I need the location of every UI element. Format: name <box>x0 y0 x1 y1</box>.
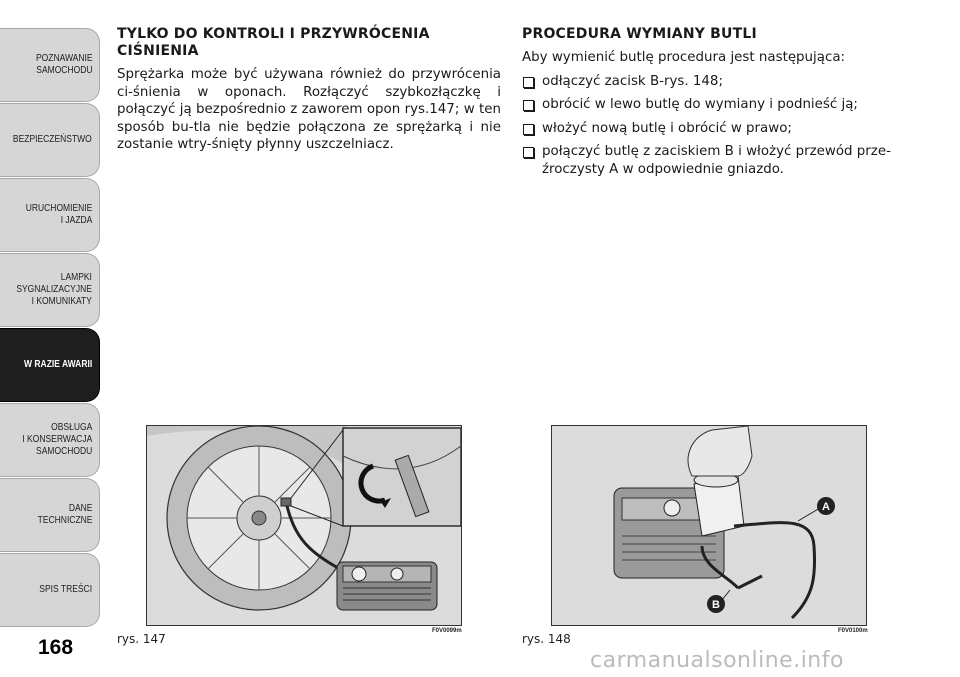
section-heading: TYLKO DO KONTROLI I PRZYWRÓCENIA CIŚNIENIA <box>117 26 430 59</box>
figure-caption: rys. 147 <box>117 632 166 646</box>
tab-w-razie-awarii[interactable] <box>0 328 100 402</box>
tab-label: DANE TECHNICZNE <box>37 503 92 526</box>
tab-label: URUCHOMIENIE I JAZDA <box>25 203 92 226</box>
tab-label: BEZPIECZEŃSTWO <box>13 134 92 145</box>
tab-lampki-sygnalizacyjne[interactable] <box>0 253 100 327</box>
intro-paragraph: Aby wymienić butlę procedura jest następująca: <box>522 50 846 65</box>
tab-label: W RAZIE AWARII <box>23 359 92 370</box>
steps-list <box>522 73 910 179</box>
tab-spis-tresci[interactable] <box>0 553 100 627</box>
tab-label: LAMPKI SYGNALIZACYJNE I KOMUNIKATY <box>16 272 92 307</box>
right-column <box>522 26 910 184</box>
section-tabs <box>0 0 104 640</box>
list-item: obrócić w lewo butlę do wymiany i podnieść ją; <box>522 96 910 114</box>
figure-code: F0V0099m <box>432 628 462 634</box>
page-number: 168 <box>38 636 74 659</box>
list-item: połączyć butlę z zaciskiem B i włożyć przewód prze-źroczysty A w odpowiednie gniazdo. <box>522 143 910 178</box>
compressor-tyre-illustration <box>147 426 462 626</box>
list-item: włożyć nową butlę i obrócić w prawo; <box>522 120 910 138</box>
tab-label: SPIS TREŚCI <box>39 584 92 595</box>
callout-label-a: A <box>822 501 830 513</box>
list-item: odłączyć zacisk B-rys. 148; <box>522 73 910 91</box>
left-column <box>117 26 501 154</box>
figure-caption: rys. 148 <box>522 632 571 646</box>
bottle-replacement-illustration <box>552 426 867 626</box>
body-paragraph: Sprężarka może być używana również do przywrócenia ci-śnienia w oponach. Rozłączyć szybkozłączkę i połączyć ją bezpośrednio z zaworem opon rys.147; w ten sposób bu-tla nie będzie połączona ze sprężarką i nie zostanie wtry-śnięty płynny uszczelniacz. <box>117 67 501 152</box>
figure-148-illustration <box>551 425 867 626</box>
watermark: carmanualsonline.info <box>590 648 844 673</box>
tab-label: OBSŁUGA I KONSERWACJA SAMOCHODU <box>22 422 92 457</box>
tab-obsluga-i-konserwacja[interactable] <box>0 403 100 477</box>
tab-uruchomienie-i-jazda[interactable] <box>0 178 100 252</box>
section-heading: PROCEDURA WYMIANY BUTLI <box>522 26 757 42</box>
figure-code: F0V0100m <box>838 628 868 634</box>
callout-label-b: B <box>712 599 720 611</box>
tab-dane-techniczne[interactable] <box>0 478 100 552</box>
tab-bezpieczenstwo[interactable] <box>0 103 100 177</box>
tab-label: POZNAWANIE SAMOCHODU <box>35 53 92 76</box>
tab-poznawanie-samochodu[interactable] <box>0 28 100 102</box>
figure-147-illustration <box>146 425 462 626</box>
